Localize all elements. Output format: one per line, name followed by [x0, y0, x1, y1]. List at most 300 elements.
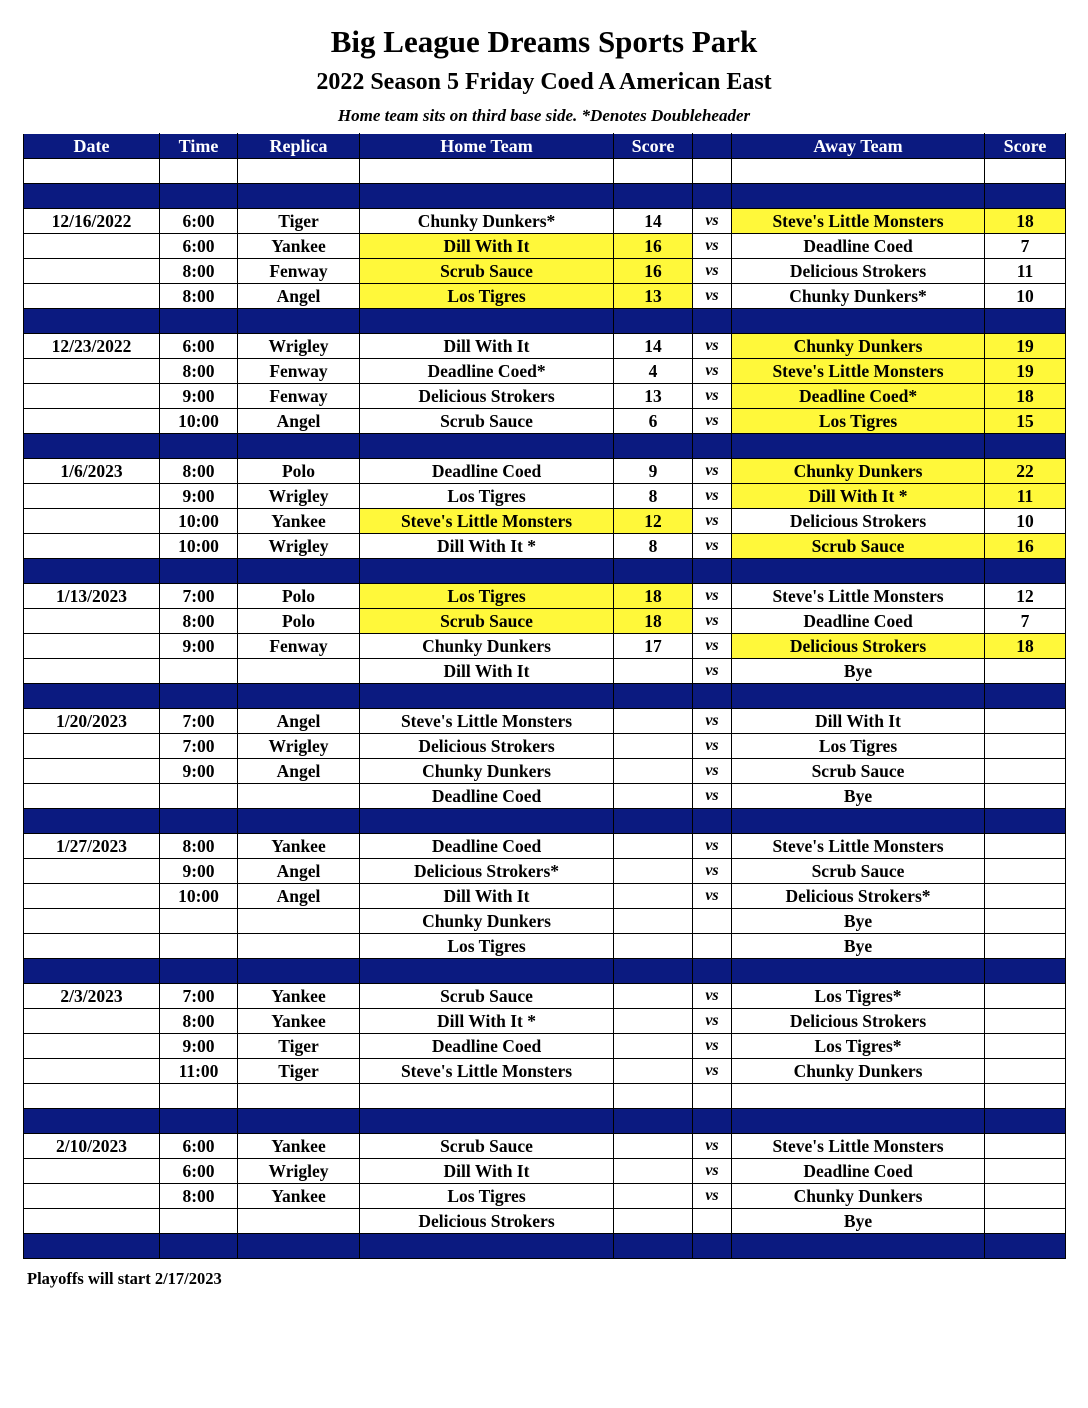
page-subtitle: 2022 Season 5 Friday Coed A American East	[316, 69, 772, 95]
replica-cell: Wrigley	[238, 1159, 360, 1184]
game-row	[24, 834, 1066, 859]
time-cell: 9:00	[160, 384, 238, 409]
away-team-cell: Delicious Strokers	[732, 259, 985, 284]
home-team-cell: Los Tigres	[360, 934, 614, 959]
blank-row	[24, 159, 1066, 184]
home-team-cell: Delicious Strokers*	[360, 859, 614, 884]
time-cell: 7:00	[160, 709, 238, 734]
time-cell	[160, 309, 238, 334]
away-score-cell	[985, 1034, 1066, 1059]
time-cell	[160, 159, 238, 184]
vs-cell	[693, 159, 732, 184]
game-row	[24, 1059, 1066, 1084]
home-team-cell	[360, 434, 614, 459]
away-team-cell: Dill With It	[732, 709, 985, 734]
away-team-cell: Chunky Dunkers*	[732, 284, 985, 309]
away-score-cell	[985, 959, 1066, 984]
home-score-cell	[614, 709, 693, 734]
date-cell	[24, 859, 160, 884]
away-team-cell: Steve's Little Monsters	[732, 209, 985, 234]
home-score-cell: 8	[614, 484, 693, 509]
date-cell	[24, 959, 160, 984]
replica-cell: Wrigley	[238, 734, 360, 759]
vs-cell	[693, 959, 732, 984]
replica-cell: Yankee	[238, 1184, 360, 1209]
away-score-cell	[985, 709, 1066, 734]
time-cell	[160, 909, 238, 934]
vs-cell: vs	[693, 284, 732, 309]
away-score-cell	[985, 309, 1066, 334]
vs-cell: vs	[693, 409, 732, 434]
home-team-cell: Dill With It	[360, 334, 614, 359]
date-cell	[24, 434, 160, 459]
away-score-cell	[985, 1009, 1066, 1034]
home-team-cell: Los Tigres	[360, 284, 614, 309]
home-score-cell	[614, 1034, 693, 1059]
home-score-cell	[614, 1184, 693, 1209]
time-cell: 8:00	[160, 459, 238, 484]
away-team-cell	[732, 1109, 985, 1134]
week-separator	[24, 434, 1066, 459]
game-row	[24, 1159, 1066, 1184]
date-cell: 2/10/2023	[24, 1134, 160, 1159]
time-cell	[160, 559, 238, 584]
game-row	[24, 884, 1066, 909]
date-cell	[24, 509, 160, 534]
game-row	[24, 459, 1066, 484]
home-score-cell	[614, 1234, 693, 1259]
game-row	[24, 609, 1066, 634]
vs-cell	[693, 809, 732, 834]
date-cell	[24, 934, 160, 959]
away-team-cell: Bye	[732, 784, 985, 809]
away-score-cell	[985, 1109, 1066, 1134]
time-cell: 10:00	[160, 409, 238, 434]
week-separator	[24, 184, 1066, 209]
away-team-cell: Deadline Coed	[732, 234, 985, 259]
vs-cell	[693, 1084, 732, 1109]
game-row	[24, 1034, 1066, 1059]
away-team-cell	[732, 309, 985, 334]
replica-cell	[238, 434, 360, 459]
away-team-cell: Delicious Strokers	[732, 634, 985, 659]
date-cell	[24, 634, 160, 659]
home-team-cell: Dill With It *	[360, 534, 614, 559]
home-score-cell	[614, 1134, 693, 1159]
date-cell	[24, 659, 160, 684]
vs-cell: vs	[693, 259, 732, 284]
date-cell	[24, 1209, 160, 1234]
away-score-cell: 7	[985, 609, 1066, 634]
col-header-date: Date	[24, 134, 160, 159]
away-team-cell: Bye	[732, 909, 985, 934]
away-score-cell	[985, 1084, 1066, 1109]
away-team-cell: Delicious Strokers	[732, 1009, 985, 1034]
vs-cell	[693, 434, 732, 459]
home-team-cell	[360, 159, 614, 184]
date-cell	[24, 184, 160, 209]
replica-cell: Yankee	[238, 509, 360, 534]
time-cell	[160, 684, 238, 709]
home-score-cell	[614, 984, 693, 1009]
date-cell: 1/6/2023	[24, 459, 160, 484]
date-cell	[24, 484, 160, 509]
replica-cell: Yankee	[238, 234, 360, 259]
replica-cell: Yankee	[238, 834, 360, 859]
home-score-cell	[614, 859, 693, 884]
date-cell	[24, 159, 160, 184]
replica-cell: Angel	[238, 859, 360, 884]
game-row	[24, 284, 1066, 309]
away-score-cell	[985, 684, 1066, 709]
home-score-cell	[614, 1109, 693, 1134]
game-row	[24, 1184, 1066, 1209]
vs-cell: vs	[693, 584, 732, 609]
home-team-cell: Dill With It	[360, 1159, 614, 1184]
home-team-cell: Los Tigres	[360, 584, 614, 609]
date-cell	[24, 1159, 160, 1184]
time-cell	[160, 1234, 238, 1259]
vs-cell: vs	[693, 659, 732, 684]
vs-cell: vs	[693, 834, 732, 859]
game-row	[24, 509, 1066, 534]
home-team-cell: Dill With It	[360, 234, 614, 259]
away-score-cell: 10	[985, 509, 1066, 534]
away-score-cell	[985, 834, 1066, 859]
week-separator	[24, 809, 1066, 834]
vs-cell: vs	[693, 1034, 732, 1059]
week-separator	[24, 559, 1066, 584]
replica-cell: Fenway	[238, 634, 360, 659]
replica-cell: Tiger	[238, 1034, 360, 1059]
date-cell	[24, 1234, 160, 1259]
away-score-cell	[985, 159, 1066, 184]
away-score-cell: 19	[985, 359, 1066, 384]
home-score-cell	[614, 184, 693, 209]
home-team-cell: Scrub Sauce	[360, 409, 614, 434]
replica-cell	[238, 659, 360, 684]
time-cell: 6:00	[160, 334, 238, 359]
away-score-cell	[985, 1209, 1066, 1234]
replica-cell: Angel	[238, 284, 360, 309]
away-score-cell	[985, 859, 1066, 884]
time-cell: 9:00	[160, 1034, 238, 1059]
home-team-cell: Chunky Dunkers*	[360, 209, 614, 234]
time-cell: 7:00	[160, 734, 238, 759]
home-team-cell: Dill With It *	[360, 1009, 614, 1034]
vs-cell: vs	[693, 509, 732, 534]
away-score-cell	[985, 1159, 1066, 1184]
away-score-cell: 22	[985, 459, 1066, 484]
time-cell	[160, 184, 238, 209]
vs-cell: vs	[693, 484, 732, 509]
home-score-cell	[614, 684, 693, 709]
away-team-cell	[732, 434, 985, 459]
home-score-cell: 9	[614, 459, 693, 484]
col-header-replica: Replica	[238, 134, 360, 159]
away-team-cell: Steve's Little Monsters	[732, 834, 985, 859]
game-row	[24, 234, 1066, 259]
time-cell: 8:00	[160, 834, 238, 859]
vs-cell: vs	[693, 459, 732, 484]
away-score-cell	[985, 759, 1066, 784]
home-team-cell: Delicious Strokers	[360, 734, 614, 759]
date-cell	[24, 559, 160, 584]
home-score-cell: 8	[614, 534, 693, 559]
time-cell	[160, 809, 238, 834]
replica-cell	[238, 809, 360, 834]
date-cell	[24, 1009, 160, 1034]
week-separator	[24, 1234, 1066, 1259]
game-row	[24, 359, 1066, 384]
home-score-cell: 14	[614, 334, 693, 359]
game-row	[24, 859, 1066, 884]
home-score-cell: 18	[614, 609, 693, 634]
home-team-cell: Deadline Coed*	[360, 359, 614, 384]
date-cell	[24, 734, 160, 759]
playoffs-note: Playoffs will start 2/17/2023	[27, 1269, 222, 1288]
game-row	[24, 659, 1066, 684]
time-cell: 10:00	[160, 509, 238, 534]
home-score-cell: 17	[614, 634, 693, 659]
vs-cell: vs	[693, 734, 732, 759]
replica-cell: Fenway	[238, 359, 360, 384]
home-score-cell	[614, 1209, 693, 1234]
home-score-cell	[614, 934, 693, 959]
game-row	[24, 634, 1066, 659]
home-score-cell	[614, 659, 693, 684]
away-team-cell: Scrub Sauce	[732, 859, 985, 884]
home-team-cell	[360, 1234, 614, 1259]
date-cell	[24, 1059, 160, 1084]
replica-cell	[238, 959, 360, 984]
away-team-cell: Delicious Strokers	[732, 509, 985, 534]
replica-cell	[238, 559, 360, 584]
away-team-cell: Bye	[732, 934, 985, 959]
away-team-cell: Los Tigres*	[732, 984, 985, 1009]
replica-cell: Yankee	[238, 984, 360, 1009]
game-row	[24, 534, 1066, 559]
time-cell	[160, 959, 238, 984]
away-score-cell	[985, 1134, 1066, 1159]
time-cell: 7:00	[160, 984, 238, 1009]
date-cell	[24, 234, 160, 259]
time-cell: 9:00	[160, 859, 238, 884]
home-score-cell: 13	[614, 384, 693, 409]
home-score-cell	[614, 809, 693, 834]
game-row	[24, 484, 1066, 509]
game-row	[24, 209, 1066, 234]
away-team-cell: Dill With It *	[732, 484, 985, 509]
replica-cell: Polo	[238, 609, 360, 634]
schedule-body	[24, 159, 1066, 1259]
vs-cell: vs	[693, 234, 732, 259]
home-team-cell	[360, 309, 614, 334]
away-team-cell	[732, 1084, 985, 1109]
week-separator	[24, 959, 1066, 984]
game-row	[24, 384, 1066, 409]
time-cell	[160, 1209, 238, 1234]
replica-cell	[238, 184, 360, 209]
schedule-table	[23, 133, 1066, 1259]
date-cell	[24, 809, 160, 834]
away-team-cell: Scrub Sauce	[732, 759, 985, 784]
home-score-cell	[614, 159, 693, 184]
home-team-cell	[360, 809, 614, 834]
home-score-cell	[614, 1009, 693, 1034]
date-cell	[24, 1109, 160, 1134]
time-cell: 9:00	[160, 484, 238, 509]
week-separator	[24, 1109, 1066, 1134]
vs-cell: vs	[693, 884, 732, 909]
date-cell	[24, 1034, 160, 1059]
home-score-cell	[614, 434, 693, 459]
date-cell	[24, 1184, 160, 1209]
away-score-cell	[985, 884, 1066, 909]
home-team-cell	[360, 184, 614, 209]
col-header-vs	[693, 134, 732, 159]
home-team-cell: Los Tigres	[360, 1184, 614, 1209]
home-score-cell	[614, 884, 693, 909]
replica-cell	[238, 934, 360, 959]
date-cell	[24, 684, 160, 709]
time-cell: 8:00	[160, 1184, 238, 1209]
home-score-cell: 4	[614, 359, 693, 384]
away-team-cell: Steve's Little Monsters	[732, 584, 985, 609]
game-row	[24, 1134, 1066, 1159]
away-score-cell	[985, 734, 1066, 759]
away-team-cell: Chunky Dunkers	[732, 1184, 985, 1209]
vs-cell	[693, 934, 732, 959]
vs-cell: vs	[693, 534, 732, 559]
away-team-cell: Steve's Little Monsters	[732, 1134, 985, 1159]
away-score-cell	[985, 1234, 1066, 1259]
home-score-cell	[614, 909, 693, 934]
game-row	[24, 734, 1066, 759]
vs-cell: vs	[693, 709, 732, 734]
date-cell	[24, 309, 160, 334]
game-row	[24, 334, 1066, 359]
home-team-cell: Scrub Sauce	[360, 984, 614, 1009]
game-row	[24, 934, 1066, 959]
away-team-cell	[732, 809, 985, 834]
away-score-cell: 18	[985, 634, 1066, 659]
away-score-cell: 12	[985, 584, 1066, 609]
home-team-cell: Delicious Strokers	[360, 384, 614, 409]
date-cell	[24, 534, 160, 559]
time-cell: 8:00	[160, 259, 238, 284]
week-separator	[24, 684, 1066, 709]
date-cell	[24, 759, 160, 784]
replica-cell	[238, 1084, 360, 1109]
away-score-cell	[985, 1059, 1066, 1084]
home-team-cell: Deadline Coed	[360, 1034, 614, 1059]
home-score-cell	[614, 1159, 693, 1184]
away-team-cell: Delicious Strokers*	[732, 884, 985, 909]
game-row	[24, 1009, 1066, 1034]
home-score-cell	[614, 834, 693, 859]
replica-cell	[238, 309, 360, 334]
away-team-cell	[732, 684, 985, 709]
replica-cell: Polo	[238, 459, 360, 484]
vs-cell	[693, 1109, 732, 1134]
home-team-cell: Deadline Coed	[360, 834, 614, 859]
home-score-cell: 18	[614, 584, 693, 609]
time-cell	[160, 1109, 238, 1134]
date-cell: 1/13/2023	[24, 584, 160, 609]
vs-cell: vs	[693, 1059, 732, 1084]
game-row	[24, 784, 1066, 809]
away-team-cell	[732, 1234, 985, 1259]
game-row	[24, 759, 1066, 784]
vs-cell: vs	[693, 334, 732, 359]
replica-cell: Yankee	[238, 1134, 360, 1159]
date-cell	[24, 259, 160, 284]
home-score-cell	[614, 784, 693, 809]
game-row	[24, 709, 1066, 734]
vs-cell: vs	[693, 634, 732, 659]
time-cell: 8:00	[160, 609, 238, 634]
away-team-cell: Los Tigres	[732, 734, 985, 759]
home-team-cell	[360, 559, 614, 584]
home-team-cell: Deadline Coed	[360, 784, 614, 809]
home-team-cell: Delicious Strokers	[360, 1209, 614, 1234]
time-cell: 9:00	[160, 759, 238, 784]
time-cell	[160, 434, 238, 459]
vs-cell: vs	[693, 759, 732, 784]
away-team-cell	[732, 184, 985, 209]
home-team-cell	[360, 1084, 614, 1109]
time-cell: 6:00	[160, 1134, 238, 1159]
away-team-cell: Scrub Sauce	[732, 534, 985, 559]
away-team-cell: Chunky Dunkers	[732, 459, 985, 484]
away-score-cell: 18	[985, 209, 1066, 234]
home-team-cell: Chunky Dunkers	[360, 759, 614, 784]
replica-cell: Yankee	[238, 1009, 360, 1034]
home-score-cell	[614, 309, 693, 334]
vs-cell: vs	[693, 384, 732, 409]
home-team-cell: Deadline Coed	[360, 459, 614, 484]
away-team-cell: Chunky Dunkers	[732, 1059, 985, 1084]
home-team-cell	[360, 1109, 614, 1134]
col-header-home-score: Score	[614, 134, 693, 159]
replica-cell: Angel	[238, 709, 360, 734]
game-row	[24, 1209, 1066, 1234]
home-score-cell	[614, 759, 693, 784]
time-cell: 8:00	[160, 284, 238, 309]
away-team-cell: Deadline Coed*	[732, 384, 985, 409]
game-row	[24, 409, 1066, 434]
away-score-cell: 19	[985, 334, 1066, 359]
replica-cell	[238, 784, 360, 809]
away-score-cell	[985, 809, 1066, 834]
away-score-cell	[985, 559, 1066, 584]
date-cell	[24, 784, 160, 809]
away-score-cell	[985, 659, 1066, 684]
home-team-cell: Dill With It	[360, 884, 614, 909]
replica-cell: Angel	[238, 884, 360, 909]
game-row	[24, 259, 1066, 284]
vs-cell	[693, 559, 732, 584]
vs-cell: vs	[693, 209, 732, 234]
away-team-cell: Deadline Coed	[732, 609, 985, 634]
away-score-cell	[985, 909, 1066, 934]
home-score-cell: 13	[614, 284, 693, 309]
vs-cell: vs	[693, 859, 732, 884]
time-cell: 8:00	[160, 359, 238, 384]
page-title: Big League Dreams Sports Park	[330, 24, 758, 59]
date-cell: 2/3/2023	[24, 984, 160, 1009]
